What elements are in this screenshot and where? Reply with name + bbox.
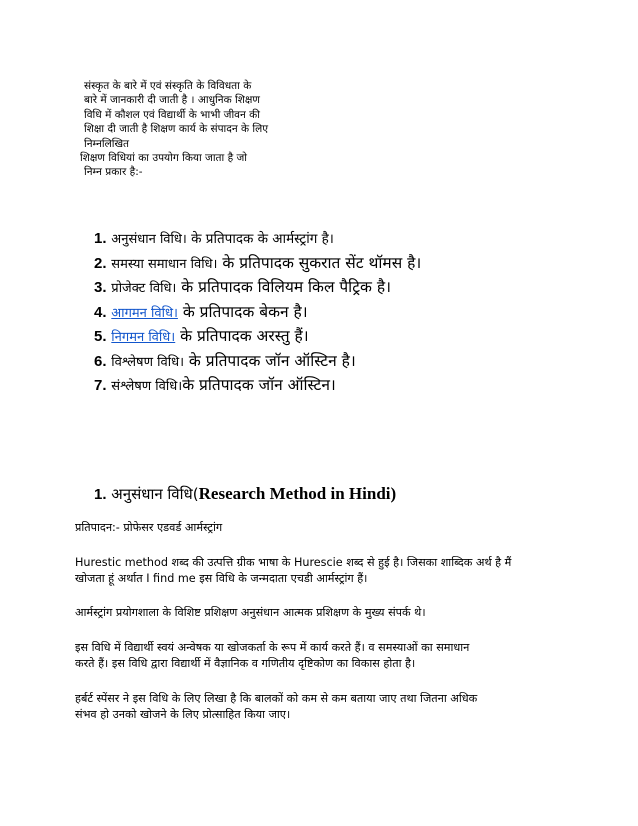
paragraph-line: आर्मस्ट्रांग प्रयोगशाला के विशिष्ट प्रशिक्षण अनुसंधान आत्मक प्रशिक्षण के मुख्य संपर्क थे। xyxy=(75,606,426,619)
method-name: विश्लेषण विधि। xyxy=(111,354,184,370)
proponent-line xyxy=(75,520,575,536)
intro-paragraph xyxy=(80,79,324,180)
method-link[interactable]: आगमन विधि। xyxy=(111,305,178,321)
method-proponent: के प्रतिपादक सुकरात सेंट थॉमस है। xyxy=(217,253,422,272)
list-item xyxy=(94,251,614,276)
paragraph-students xyxy=(75,640,575,672)
list-number: 2. xyxy=(94,254,107,272)
list-item xyxy=(94,275,614,300)
methods-list xyxy=(94,226,614,398)
list-item xyxy=(94,373,614,398)
section-heading xyxy=(94,484,614,504)
method-name: संश्लेषण विधि। xyxy=(111,379,183,394)
paragraph-line: प्रतिपादन:- प्रोफेसर एडवर्ड आर्मस्ट्रांग xyxy=(75,521,223,534)
paragraph-etymology xyxy=(75,555,575,587)
method-name: प्रोजेक्ट विधि। xyxy=(111,281,177,296)
list-number: 6. xyxy=(94,352,107,370)
heading-title-hindi: अनुसंधान विधि( xyxy=(111,485,199,503)
list-item xyxy=(94,324,614,349)
intro-line: बारे में जानकारी दी जाती है । आधुनिक शिक्षण xyxy=(84,94,260,107)
paragraph-line: हर्बर्ट स्पेंसर ने इस विधि के लिए लिखा है कि बालकों को कम से कम बताया जाए तथा जितना अधिक xyxy=(75,692,478,705)
paragraph-line: संभव हो उनको खोजने के लिए प्रोत्साहित किया जाए। xyxy=(75,708,291,721)
paragraph-line: करते हैं। इस विधि द्वारा विद्यार्थी में वैज्ञानिक व गणितीय दृष्टिकोण का विकास होता है। xyxy=(75,657,416,670)
list-number: 3. xyxy=(94,279,107,296)
method-proponent: के प्रतिपादक बेकन है। xyxy=(177,302,308,321)
intro-line: शिक्षा दी जाती है शिक्षण कार्य के संपादन के लिए xyxy=(84,123,269,136)
list-item xyxy=(94,349,614,374)
paragraph-armstrong xyxy=(75,605,575,621)
paragraph-line: इस विधि में विद्यार्थी स्वयं अन्वेषक या खोजकर्ता के रूप में कार्य करते हैं। व समस्याओं का समाधान xyxy=(75,641,470,654)
heading-title-english: Research Method in Hindi) xyxy=(198,484,397,503)
intro-line: संस्कृत के बारे में एवं संस्कृति के विविधता के xyxy=(84,80,252,92)
list-number: 5. xyxy=(94,328,107,345)
method-name: अनुसंधान विधि। xyxy=(111,232,187,247)
intro-line: विधि में कौशल एवं विद्यार्थी के भाभी जीवन की xyxy=(84,108,260,121)
paragraph-line: Hurestic method शब्द की उत्पत्ति ग्रीक भाषा के Hurescie शब्द से हुई है। जिसका शाब्दिक अर्थ है मैं xyxy=(75,556,512,569)
method-proponent: के प्रतिपादक जॉन ऑस्टिन। xyxy=(182,376,336,394)
list-number: 4. xyxy=(94,303,107,321)
method-proponent: के प्रतिपादक जॉन ऑस्टिन है। xyxy=(184,351,356,370)
list-number: 7. xyxy=(94,377,107,394)
intro-line: शिक्षण विधियां का उपयोग किया जाता है जो xyxy=(80,152,248,165)
method-link[interactable]: निगमन विधि। xyxy=(111,330,176,345)
method-name: समस्या समाधान विधि। xyxy=(111,256,218,272)
list-item xyxy=(94,226,614,251)
method-proponent: के प्रतिपादक विलियम किल पैट्रिक है। xyxy=(176,278,391,296)
heading-number: 1. xyxy=(94,486,107,503)
method-proponent: के प्रतिपादक अरस्तु हैं। xyxy=(175,327,309,345)
intro-line: निम्नलिखित xyxy=(84,137,130,150)
list-item xyxy=(94,300,614,325)
paragraph-spencer xyxy=(75,691,575,723)
paragraph-line: खोजता हूं अर्थात I find me इस विधि के जन्मदाता एचडी आर्मस्ट्रांग हैं। xyxy=(75,572,368,585)
intro-line: निम्न प्रकार है:- xyxy=(84,166,143,179)
list-number: 1. xyxy=(94,230,107,247)
method-proponent: के प्रतिपादक के आर्मस्ट्रांग है। xyxy=(186,231,334,247)
